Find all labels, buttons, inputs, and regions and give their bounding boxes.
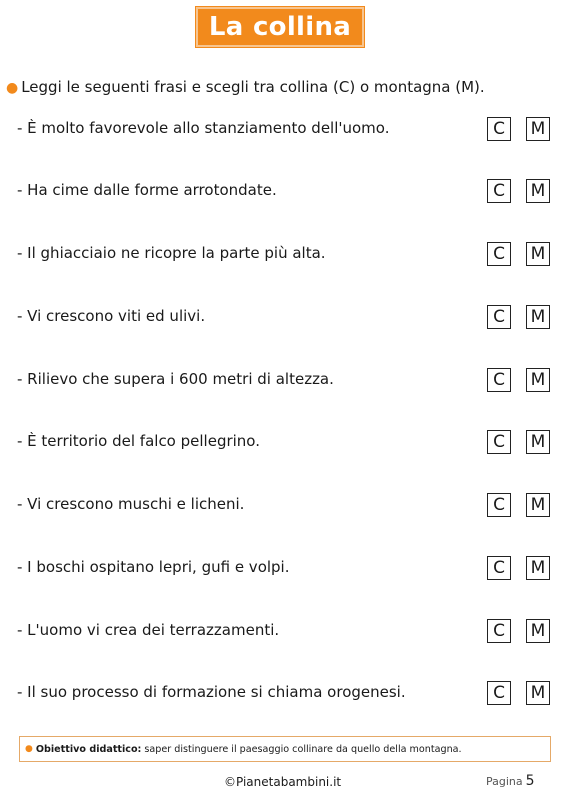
choice-montagna-box[interactable]: M <box>526 556 550 580</box>
question-text: - L'uomo vi crea dei terrazzamenti. <box>17 621 280 639</box>
bullet-icon: ● <box>25 744 33 754</box>
question-row <box>0 619 565 645</box>
choice-collina-box[interactable]: C <box>487 305 511 329</box>
instruction <box>6 78 485 96</box>
choice-montagna-box[interactable]: M <box>526 368 550 392</box>
choice-montagna-box[interactable]: M <box>526 493 550 517</box>
choice-collina-box[interactable]: C <box>487 619 511 643</box>
choice-collina-box[interactable]: C <box>487 430 511 454</box>
choice-collina-box[interactable]: C <box>487 242 511 266</box>
page-title-box <box>196 7 364 47</box>
question-row <box>0 117 565 143</box>
question-text: - Vi crescono viti ed ulivi. <box>17 307 206 325</box>
choice-montagna-box[interactable]: M <box>526 305 550 329</box>
page-title: La collina <box>208 12 352 42</box>
choice-montagna-box[interactable]: M <box>526 430 550 454</box>
question-text: - Il ghiacciaio ne ricopre la parte più alta. <box>17 244 326 262</box>
choice-collina-box[interactable]: C <box>487 179 511 203</box>
choice-montagna-box[interactable]: M <box>526 681 550 705</box>
question-row <box>0 368 565 394</box>
question-row <box>0 493 565 519</box>
question-text: - Il suo processo di formazione si chiama orogenesi. <box>17 683 406 701</box>
choice-collina-box[interactable]: C <box>487 556 511 580</box>
question-text: - I boschi ospitano lepri, gufi e volpi. <box>17 558 290 576</box>
question-row <box>0 681 565 707</box>
page-label: Pagina <box>486 775 523 788</box>
question-text: - È molto favorevole allo stanziamento dell'uomo. <box>17 119 390 137</box>
choice-collina-box[interactable]: C <box>487 493 511 517</box>
objective-label: Obiettivo didattico: <box>35 743 142 755</box>
question-row <box>0 305 565 331</box>
footer-site: ©Pianetabambini.it <box>224 775 342 789</box>
question-row <box>0 430 565 456</box>
question-text: - È territorio del falco pellegrino. <box>17 432 260 450</box>
choice-collina-box[interactable]: C <box>487 368 511 392</box>
page-number: 5 <box>525 773 535 789</box>
instruction-text: Leggi le seguenti frasi e scegli tra collina (C) o montagna (M). <box>21 78 485 96</box>
question-row <box>0 179 565 205</box>
question-text: - Ha cime dalle forme arrotondate. <box>17 181 277 199</box>
question-row <box>0 556 565 582</box>
choice-montagna-box[interactable]: M <box>526 242 550 266</box>
footer-page <box>486 773 535 789</box>
question-text: - Vi crescono muschi e licheni. <box>17 495 245 513</box>
choice-montagna-box[interactable]: M <box>526 117 550 141</box>
question-row <box>0 242 565 268</box>
objective-text: saper distinguere il paesaggio collinare da quello della montagna. <box>144 743 462 755</box>
choice-montagna-box[interactable]: M <box>526 179 550 203</box>
question-text: - Rilievo che supera i 600 metri di altezza. <box>17 370 334 388</box>
choice-montagna-box[interactable]: M <box>526 619 550 643</box>
bullet-icon: ● <box>6 80 19 96</box>
objective-box <box>19 736 551 762</box>
choice-collina-box[interactable]: C <box>487 117 511 141</box>
choice-collina-box[interactable]: C <box>487 681 511 705</box>
